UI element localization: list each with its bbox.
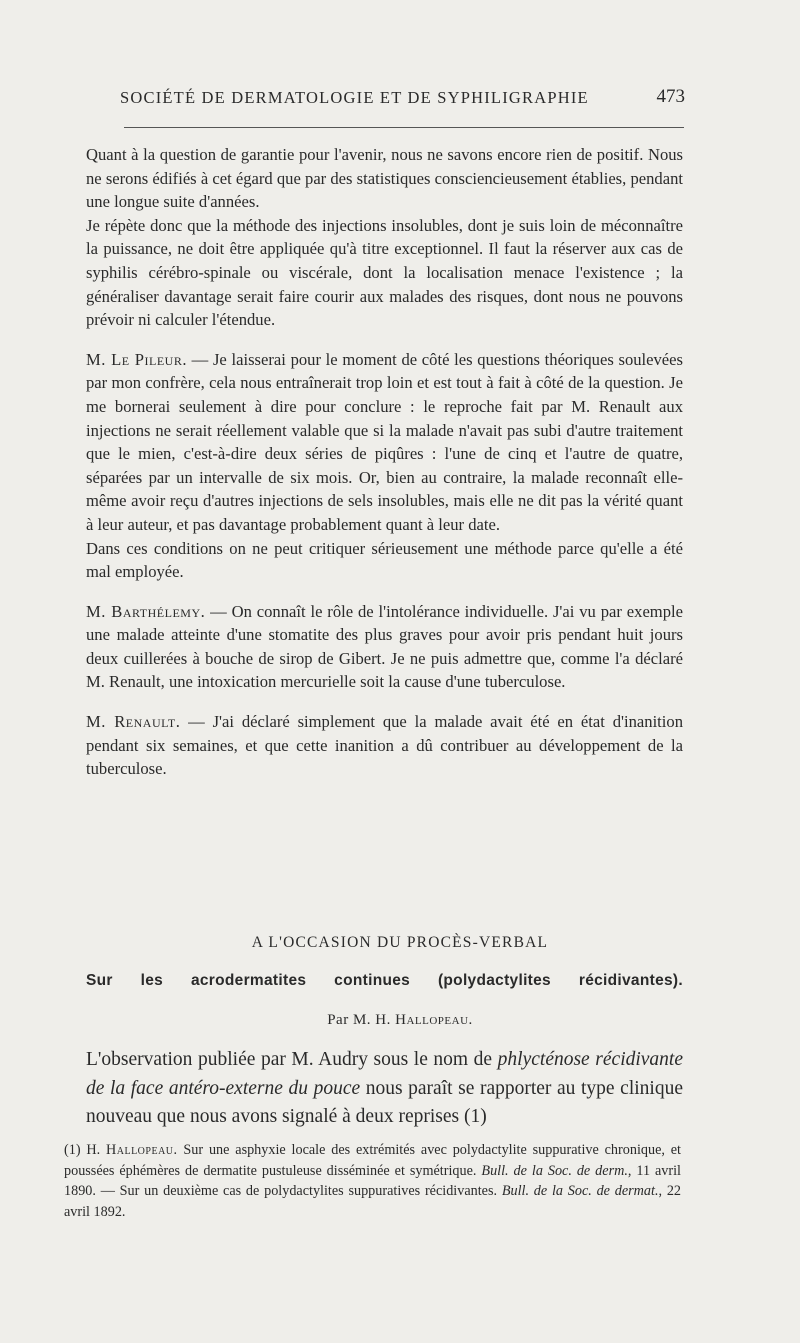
speaker-name: M. Le Pileur.	[86, 349, 187, 369]
author-name: Hallopeau.	[395, 1012, 473, 1028]
paragraph: Dans ces conditions on ne peut critiquer sérieusement une méthode parce qu'elle a été mal employée.	[86, 538, 683, 582]
section-heading: A L'OCCASION DU PROCÈS-VERBAL	[251, 934, 549, 951]
paragraph: M. Renault. — J'ai déclaré simplement que la malade avait été en état d'inanition pendant six semaines, et que cette inanition a dû contribuer au développement de la tuberculose.	[86, 712, 683, 779]
lead-paragraph: L'observation publiée par M. Audry sous le nom de phlycténose récidivante de la face antéro-externe du pouce nous paraît se rapporter au type clinique nouveau que nous avons signalé à deux reprises (1)	[86, 1049, 684, 1127]
speaker-name: M. Renault.	[86, 712, 181, 732]
byline: Par M. H. Hallopeau.	[327, 1012, 473, 1028]
speaker-name: M. Barthélemy.	[86, 601, 206, 621]
paragraph: Je répète donc que la méthode des injections insolubles, dont je suis loin de méconnaître la puissance, ne doit être appliquée qu'à titre exceptionnel. Il faut la réserver aux cas de syphilis cérébro-spinale ou viscérale, dont la localisation menace l'existence ; la généraliser davantage serait faire courir aux malades des risques, dont nous ne pouvons prévoir ni calculer l'étendue.	[86, 215, 683, 330]
paragraph: Quant à la question de garantie pour l'avenir, nous ne savons encore rien de positif. Nous ne serons édifiés à cet égard que par des statistiques consciencieusement établies, pendant une longue suite d'années.	[86, 145, 683, 212]
page-number: 473	[656, 86, 685, 107]
paragraph: M. Barthélemy. — On connaît le rôle de l'intolérance individuelle. J'ai vu par exemple une malade atteinte d'une stomatite des plus graves pour avoir pris pendant huit jours deux cuillerées à bouche de sirop de Gibert. Je ne puis admettre que, comme l'a déclaré M. Renault, une intoxication mercurielle soit la cause d'une tuberculose.	[86, 601, 683, 692]
italic-term: phlycténose récidivante de la face antéro-externe du pouce	[86, 1049, 684, 1099]
citation: Bull. de la Soc. de derm.	[481, 1162, 628, 1179]
footnote-author: Hallopeau.	[106, 1142, 178, 1158]
citation: Bull. de la Soc. de dermat.	[501, 1183, 659, 1200]
body-text	[86, 143, 683, 781]
article-title: Sur les acrodermatites continues (polydactylites récidivantes).	[86, 972, 683, 989]
footnote: (1) H. Hallopeau. Sur une asphyxie locale des extrémités avec polydactylite suppurative chronique, et poussées éphémères de dermatite pustuleuse disséminée et symétrique. Bull. de la Soc. de derm., 11 avril 1890. — Sur un deuxième cas de polydactylites suppuratives récidivantes. Bull. de la Soc. de dermat., 22 avril 1892.	[64, 1142, 682, 1220]
header-rule	[124, 127, 684, 128]
paragraph: M. Le Pileur. — Je laisserai pour le moment de côté les questions théoriques soulevées par mon confrère, cela nous entraînerait trop loin et est tout à fait à côté de la question. Je me bornerai seulement à dire pour conclure : le reproche fait par M. Renault aux injections ne serait réellement valable que si la malade n'avait pas subi d'autre traitement que le mien, c'est-à-dire deux séries de piqûres : l'une de cinq et l'autre de quatre, séparées par un intervalle de six mois. Or, bien au contraire, la malade reconnaît elle-même avoir reçu d'autres injections de sels insolubles, mais elle ne dit pas la vérité quant à leur auteur, et pas davantage probablement quant à leur date.	[86, 349, 683, 534]
running-title: SOCIÉTÉ DE DERMATOLOGIE ET DE SYPHILIGRAPHIE	[120, 88, 589, 107]
